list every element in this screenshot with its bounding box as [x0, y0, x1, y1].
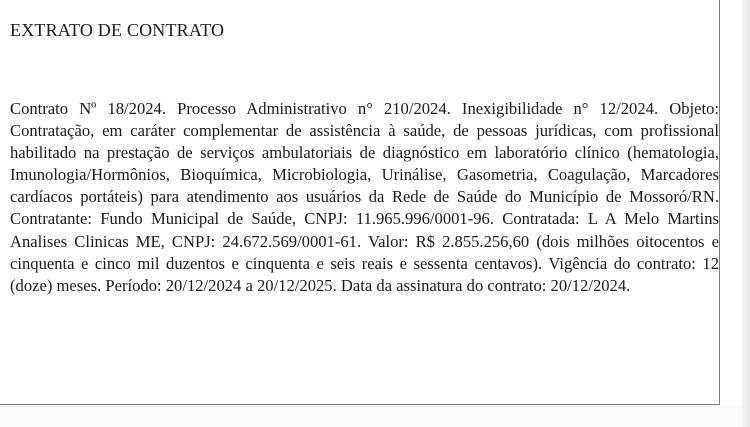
document-title: EXTRATO DE CONTRATO [10, 20, 225, 40]
page-margin-right [742, 0, 750, 427]
contract-summary-paragraph: Contrato Nº 18/2024. Processo Administrativo n° 210/2024. Inexigibilidade n° 12/2024. Objeto: Contratação, em caráter complementar de assistência à saúde, de pessoas jurídicas, com profissional habilitado na prestação de serviços ambulatoriais de diagnóstico em laboratório clínico (hematologia, Imunologia/Hormônios, Bioquímica, Microbiologia, Urinálise, Gasometria, Coagulação, Marcadores cardíacos portáteis) para atendimento aos usuários da Rede de Saúde do Município de Mossoró/RN. Contratante: Fundo Municipal de Saúde, CNPJ: 11.965.996/0001-96. Contratada: L A Melo Martins Analises Clinicas ME, CNPJ: 24.672.569/0001-61. Valor: R$ 2.855.256,60 (dois milhões oitocentos e cinquenta e cinco mil duzentos e cinquenta e seis reais e sessenta centavos). Vigência do contrato: 12 (doze) meses. Período: 20/12/2024 a 20/12/2025. Data da assinatura do contrato: 20/12/2024. [10, 99, 719, 295]
page-margin-bottom [0, 405, 742, 427]
document-body [10, 98, 719, 297]
